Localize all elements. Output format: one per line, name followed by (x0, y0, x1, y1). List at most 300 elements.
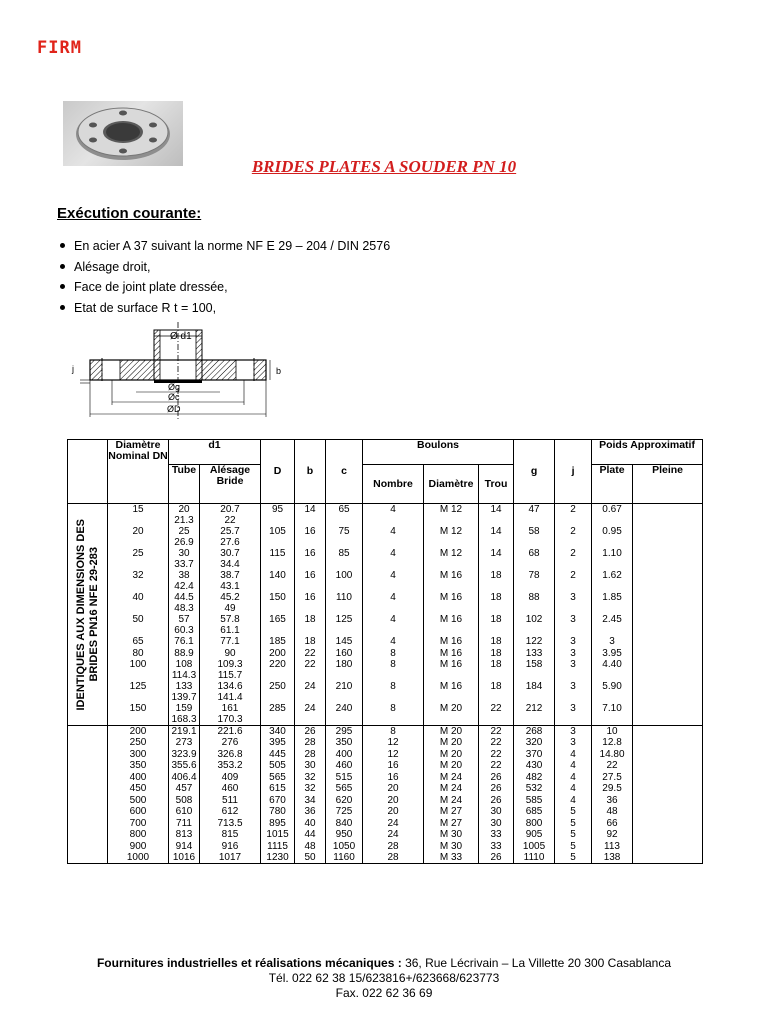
cell-nombre: 4 (363, 592, 424, 614)
header-trou: Trou (479, 465, 514, 504)
cell-trou: 22 (479, 726, 514, 738)
cell-nombre: 8 (363, 681, 424, 703)
cell-alesage: 409 (200, 772, 261, 784)
cell-j: 4 (555, 772, 592, 784)
cell-g: 800 (514, 818, 555, 830)
table-row (68, 852, 703, 864)
cell-tube: 219.1 (169, 726, 200, 738)
table-row (68, 818, 703, 830)
cell-diametre: M 20 (424, 749, 479, 761)
bullet-icon (60, 305, 65, 310)
cell-j: 5 (555, 829, 592, 841)
cell-trou: 18 (479, 648, 514, 660)
cell-g: 268 (514, 726, 555, 738)
table-row (68, 772, 703, 784)
cell-nombre: 4 (363, 548, 424, 570)
cell-nombre: 16 (363, 772, 424, 784)
cell-tube: 323.9 (169, 749, 200, 761)
g-label: Øg (168, 382, 181, 392)
cell-tube: 610 (169, 806, 200, 818)
cell-diametre: M 16 (424, 659, 479, 681)
cell-nombre: 8 (363, 726, 424, 738)
table-row (68, 648, 703, 660)
cell-tube: 508 (169, 795, 200, 807)
cell-trou: 26 (479, 852, 514, 864)
header-D: D (261, 440, 295, 504)
cell-tube: 457 (169, 783, 200, 795)
cell-tube: 1016 (169, 852, 200, 864)
b-label: b (276, 366, 282, 376)
rows_pn16-side-cell (68, 504, 108, 726)
cell-D: 95 (261, 504, 295, 527)
cell-D: 445 (261, 749, 295, 761)
cell-dn: 150 (108, 703, 169, 726)
cell-diametre: M 24 (424, 783, 479, 795)
cell-g: 158 (514, 659, 555, 681)
cell-diametre: M 16 (424, 681, 479, 703)
cell-dn: 40 (108, 592, 169, 614)
cell-j: 3 (555, 737, 592, 749)
cell-c: 75 (326, 526, 363, 548)
cell-pleine (633, 818, 703, 830)
cell-D: 1230 (261, 852, 295, 864)
cell-c: 85 (326, 548, 363, 570)
cell-D: 220 (261, 659, 295, 681)
cell-dn: 500 (108, 795, 169, 807)
cell-pleine (633, 806, 703, 818)
cell-diametre: M 12 (424, 548, 479, 570)
cell-g: 184 (514, 681, 555, 703)
cell-nombre: 8 (363, 659, 424, 681)
cell-tube: 133 139.7 (169, 681, 200, 703)
cell-c: 400 (326, 749, 363, 761)
cell-c: 180 (326, 659, 363, 681)
rows_other-side-cell (68, 726, 108, 864)
cell-b: 40 (295, 818, 326, 830)
cell-tube: 25 26.9 (169, 526, 200, 548)
cell-pleine (633, 829, 703, 841)
cell-diametre: M 16 (424, 570, 479, 592)
cell-b: 26 (295, 726, 326, 738)
header-pleine: Pleine (633, 465, 703, 504)
cell-c: 65 (326, 504, 363, 527)
cell-alesage: 511 (200, 795, 261, 807)
cell-dn: 400 (108, 772, 169, 784)
cell-g: 78 (514, 570, 555, 592)
cell-tube: 44.5 48.3 (169, 592, 200, 614)
cell-c: 110 (326, 592, 363, 614)
cell-D: 505 (261, 760, 295, 772)
cell-plate: 2.45 (592, 614, 633, 636)
cell-c: 620 (326, 795, 363, 807)
side-label (75, 519, 101, 711)
cell-diametre: M 16 (424, 614, 479, 636)
cell-plate: 27.5 (592, 772, 633, 784)
cell-nombre: 28 (363, 852, 424, 864)
cell-trou: 26 (479, 783, 514, 795)
table-row (68, 570, 703, 592)
cell-b: 16 (295, 570, 326, 592)
header-j: j (555, 440, 592, 504)
cell-pleine (633, 526, 703, 548)
cell-b: 34 (295, 795, 326, 807)
cell-dn: 800 (108, 829, 169, 841)
list-item: Alésage droit, (60, 257, 390, 278)
cell-D: 250 (261, 681, 295, 703)
cell-b: 28 (295, 737, 326, 749)
cell-b: 24 (295, 681, 326, 703)
cell-c: 210 (326, 681, 363, 703)
cell-nombre: 20 (363, 806, 424, 818)
cell-nombre: 28 (363, 841, 424, 853)
cell-j: 3 (555, 659, 592, 681)
table-row (68, 737, 703, 749)
cell-diametre: M 20 (424, 703, 479, 726)
cell-b: 30 (295, 760, 326, 772)
cell-dn: 125 (108, 681, 169, 703)
cell-b: 14 (295, 504, 326, 527)
cell-plate: 5.90 (592, 681, 633, 703)
table-row (68, 504, 703, 527)
cell-j: 5 (555, 806, 592, 818)
cell-alesage: 77.1 (200, 636, 261, 648)
side-label-line: BRIDES PN16 NFE 29-283 (87, 547, 100, 682)
table-row (68, 592, 703, 614)
cell-tube: 20 21.3 (169, 504, 200, 527)
cell-tube: 273 (169, 737, 200, 749)
cell-tube: 38 42.4 (169, 570, 200, 592)
cell-plate: 4.40 (592, 659, 633, 681)
cell-dn: 25 (108, 548, 169, 570)
cell-dn: 100 (108, 659, 169, 681)
cell-dn: 1000 (108, 852, 169, 864)
cell-alesage: 57.8 61.1 (200, 614, 261, 636)
cell-trou: 33 (479, 841, 514, 853)
cell-D: 565 (261, 772, 295, 784)
j-label: j (72, 364, 74, 374)
cell-D: 140 (261, 570, 295, 592)
footer-company: Fournitures industrielles et réalisations mécaniques : (96, 956, 402, 970)
cell-c: 350 (326, 737, 363, 749)
cell-pleine (633, 749, 703, 761)
list-item: En acier A 37 suivant la norme NF E 29 – 204 / DIN 2576 (60, 236, 390, 257)
cell-g: 122 (514, 636, 555, 648)
cell-alesage: 25.7 27.6 (200, 526, 261, 548)
cell-plate: 3 (592, 636, 633, 648)
header-c: c (326, 440, 363, 504)
spec-list (60, 236, 390, 318)
cell-tube: 813 (169, 829, 200, 841)
cell-g: 47 (514, 504, 555, 527)
cell-dn: 450 (108, 783, 169, 795)
cell-g: 905 (514, 829, 555, 841)
cell-pleine (633, 737, 703, 749)
cell-j: 3 (555, 592, 592, 614)
cell-alesage: 38.7 43.1 (200, 570, 261, 592)
section-heading: Exécution courante: (57, 205, 202, 222)
header-poids: Poids Approximatif (592, 440, 703, 465)
cell-j: 2 (555, 570, 592, 592)
cell-pleine (633, 548, 703, 570)
cell-plate: 1.10 (592, 548, 633, 570)
cell-b: 22 (295, 659, 326, 681)
cell-plate: 3.95 (592, 648, 633, 660)
cell-g: 58 (514, 526, 555, 548)
cell-tube: 159 168.3 (169, 703, 200, 726)
header-empty (68, 440, 108, 504)
cell-tube: 108 114.3 (169, 659, 200, 681)
cell-trou: 18 (479, 570, 514, 592)
cell-j: 3 (555, 726, 592, 738)
cell-b: 48 (295, 841, 326, 853)
cell-j: 2 (555, 526, 592, 548)
cell-c: 125 (326, 614, 363, 636)
cell-D: 285 (261, 703, 295, 726)
cell-nombre: 24 (363, 818, 424, 830)
cell-c: 145 (326, 636, 363, 648)
cell-b: 18 (295, 614, 326, 636)
cell-j: 3 (555, 681, 592, 703)
cell-c: 515 (326, 772, 363, 784)
cell-j: 3 (555, 703, 592, 726)
cell-trou: 33 (479, 829, 514, 841)
cell-nombre: 4 (363, 636, 424, 648)
cell-trou: 18 (479, 614, 514, 636)
cell-nombre: 24 (363, 829, 424, 841)
header-plate: Plate (592, 465, 633, 504)
cell-pleine (633, 592, 703, 614)
cell-trou: 26 (479, 772, 514, 784)
cell-plate: 29.5 (592, 783, 633, 795)
cell-j: 5 (555, 852, 592, 864)
table-row (68, 703, 703, 726)
cell-diametre: M 16 (424, 648, 479, 660)
cell-nombre: 4 (363, 614, 424, 636)
cell-nombre: 20 (363, 783, 424, 795)
cell-diametre: M 20 (424, 760, 479, 772)
cell-alesage: 30.7 34.4 (200, 548, 261, 570)
cell-c: 725 (326, 806, 363, 818)
cell-alesage: 353.2 (200, 760, 261, 772)
cell-trou: 26 (479, 795, 514, 807)
cell-pleine (633, 681, 703, 703)
cell-g: 685 (514, 806, 555, 818)
table-row (68, 795, 703, 807)
cell-b: 16 (295, 526, 326, 548)
table-row (68, 526, 703, 548)
cell-plate: 22 (592, 760, 633, 772)
cell-diametre: M 16 (424, 592, 479, 614)
cell-nombre: 20 (363, 795, 424, 807)
cell-nombre: 12 (363, 737, 424, 749)
footer-company-line (0, 956, 768, 970)
cell-plate: 0.67 (592, 504, 633, 527)
cell-dn: 20 (108, 526, 169, 548)
cell-j: 3 (555, 648, 592, 660)
cell-D: 150 (261, 592, 295, 614)
cell-plate: 138 (592, 852, 633, 864)
cell-pleine (633, 703, 703, 726)
side-label-line: IDENTIQUES AUX DIMENSIONS DES (74, 518, 87, 711)
header-tube: Tube (169, 465, 200, 504)
cell-c: 160 (326, 648, 363, 660)
cell-nombre: 16 (363, 760, 424, 772)
table-row (68, 614, 703, 636)
table-row (68, 636, 703, 648)
cell-j: 4 (555, 749, 592, 761)
cell-dn: 700 (108, 818, 169, 830)
cell-D: 165 (261, 614, 295, 636)
cell-trou: 22 (479, 760, 514, 772)
cell-dn: 600 (108, 806, 169, 818)
cell-dn: 15 (108, 504, 169, 527)
cell-j: 3 (555, 614, 592, 636)
cell-plate: 7.10 (592, 703, 633, 726)
cell-trou: 18 (479, 592, 514, 614)
cell-alesage: 20.7 22 (200, 504, 261, 527)
cell-nombre: 8 (363, 648, 424, 660)
cell-pleine (633, 841, 703, 853)
cell-diametre: M 30 (424, 841, 479, 853)
cell-alesage: 109.3 115.7 (200, 659, 261, 681)
cell-alesage: 326.8 (200, 749, 261, 761)
cell-c: 1050 (326, 841, 363, 853)
cell-b: 16 (295, 592, 326, 614)
table-row (68, 783, 703, 795)
cell-diametre: M 27 (424, 806, 479, 818)
cell-pleine (633, 570, 703, 592)
list-item: Etat de surface R t = 100, (60, 298, 390, 319)
cell-b: 28 (295, 749, 326, 761)
cell-diametre: M 24 (424, 772, 479, 784)
cell-j: 2 (555, 504, 592, 527)
cell-tube: 88.9 (169, 648, 200, 660)
cell-trou: 22 (479, 703, 514, 726)
bullet-icon (60, 284, 65, 289)
cell-trou: 14 (479, 504, 514, 527)
cell-g: 370 (514, 749, 555, 761)
cell-alesage: 90 (200, 648, 261, 660)
cell-g: 68 (514, 548, 555, 570)
cell-tube: 30 33.7 (169, 548, 200, 570)
cell-diametre: M 24 (424, 795, 479, 807)
cell-alesage: 460 (200, 783, 261, 795)
cell-plate: 1.85 (592, 592, 633, 614)
table-row (68, 681, 703, 703)
cell-b: 22 (295, 648, 326, 660)
cell-c: 295 (326, 726, 363, 738)
cell-plate: 14.80 (592, 749, 633, 761)
cell-dn: 900 (108, 841, 169, 853)
cell-b: 24 (295, 703, 326, 726)
cell-dn: 50 (108, 614, 169, 636)
cell-dn: 350 (108, 760, 169, 772)
cell-trou: 22 (479, 737, 514, 749)
cell-dn: 300 (108, 749, 169, 761)
cell-j: 4 (555, 783, 592, 795)
cell-plate: 92 (592, 829, 633, 841)
cell-plate: 12.8 (592, 737, 633, 749)
cell-pleine (633, 726, 703, 738)
bullet-icon (60, 264, 65, 269)
cell-pleine (633, 504, 703, 527)
header-d1: d1 (169, 440, 261, 465)
cell-j: 5 (555, 818, 592, 830)
footer-tel: Tél. 022 62 38 15/623816+/623668/623773 (268, 971, 500, 985)
cell-alesage: 134.6 141.4 (200, 681, 261, 703)
cell-plate: 1.62 (592, 570, 633, 592)
cell-nombre: 4 (363, 504, 424, 527)
cell-pleine (633, 795, 703, 807)
cell-alesage: 45.2 49 (200, 592, 261, 614)
cell-b: 44 (295, 829, 326, 841)
cell-alesage: 221.6 (200, 726, 261, 738)
cell-alesage: 161 170.3 (200, 703, 261, 726)
table-row (68, 841, 703, 853)
cell-g: 585 (514, 795, 555, 807)
cell-c: 840 (326, 818, 363, 830)
cell-c: 240 (326, 703, 363, 726)
table-row (68, 829, 703, 841)
company-logo: FIRM (37, 38, 82, 58)
cell-tube: 406.4 (169, 772, 200, 784)
cell-g: 430 (514, 760, 555, 772)
list-item: Face de joint plate dressée, (60, 277, 390, 298)
cell-trou: 18 (479, 659, 514, 681)
cell-trou: 18 (479, 636, 514, 648)
cell-alesage: 916 (200, 841, 261, 853)
header-b: b (295, 440, 326, 504)
cell-dn: 65 (108, 636, 169, 648)
page-title: BRIDES PLATES A SOUDER PN 10 (251, 157, 517, 176)
cell-pleine (633, 648, 703, 660)
cell-trou: 30 (479, 818, 514, 830)
cell-diametre: M 30 (424, 829, 479, 841)
cell-dn: 32 (108, 570, 169, 592)
cell-pleine (633, 783, 703, 795)
cell-alesage: 612 (200, 806, 261, 818)
cell-j: 2 (555, 548, 592, 570)
cell-b: 18 (295, 636, 326, 648)
cell-plate: 48 (592, 806, 633, 818)
cell-trou: 14 (479, 548, 514, 570)
header-g: g (514, 440, 555, 504)
cell-trou: 30 (479, 806, 514, 818)
cell-D: 115 (261, 548, 295, 570)
cell-pleine (633, 659, 703, 681)
cell-pleine (633, 852, 703, 864)
cell-g: 102 (514, 614, 555, 636)
cell-nombre: 4 (363, 526, 424, 548)
cell-plate: 66 (592, 818, 633, 830)
cell-g: 212 (514, 703, 555, 726)
cell-diametre: M 12 (424, 504, 479, 527)
cell-diametre: M 27 (424, 818, 479, 830)
cell-j: 3 (555, 636, 592, 648)
cell-g: 1110 (514, 852, 555, 864)
c-label: Øc (168, 392, 180, 402)
cell-trou: 18 (479, 681, 514, 703)
cell-j: 5 (555, 841, 592, 853)
cell-j: 4 (555, 760, 592, 772)
cell-D: 895 (261, 818, 295, 830)
cell-pleine (633, 760, 703, 772)
cell-pleine (633, 636, 703, 648)
cell-dn: 200 (108, 726, 169, 738)
cell-alesage: 1017 (200, 852, 261, 864)
cell-D: 105 (261, 526, 295, 548)
cell-trou: 22 (479, 749, 514, 761)
